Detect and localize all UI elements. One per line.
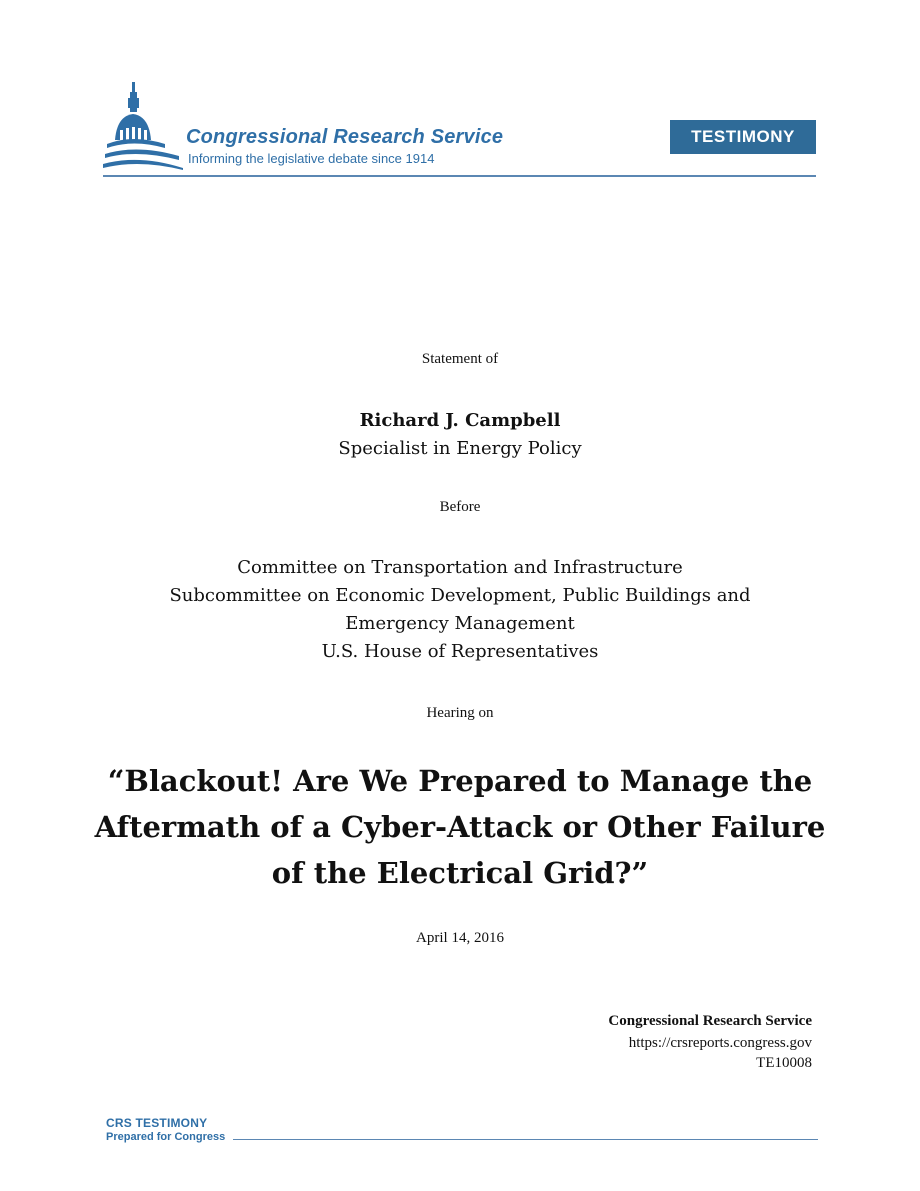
org-name: Congressional Research Service [186, 126, 504, 148]
before-label: Before [439, 499, 481, 515]
footer-subtitle: Prepared for Congress [106, 1131, 226, 1143]
capitol-dome-icon [103, 82, 183, 170]
crs-header [103, 82, 816, 178]
testimony-badge: TESTIMONY [670, 120, 816, 154]
crs-name: Congressional Research Service [608, 1013, 812, 1029]
crs-info [608, 1013, 812, 1072]
witness-title: Specialist in Energy Policy [338, 438, 582, 459]
statement-of-label: Statement of [421, 351, 499, 367]
footer-divider [233, 1139, 818, 1140]
header-divider [103, 175, 816, 177]
hearing-title-line-2: Aftermath of a Cyber-Attack or Other Failure [94, 810, 826, 844]
committee-line-1: Committee on Transportation and Infrastructure [237, 557, 683, 578]
report-number: TE10008 [756, 1055, 812, 1071]
hearing-title-line-1: “Blackout! Are We Prepared to Manage the [107, 764, 813, 798]
crs-url[interactable]: https://crsreports.congress.gov [628, 1035, 812, 1051]
witness-name: Richard J. Campbell [359, 410, 561, 431]
committee-line-4: U.S. House of Representatives [321, 641, 599, 662]
hearing-date: April 14, 2016 [416, 930, 504, 946]
committee-line-2: Subcommittee on Economic Development, Public Buildings and [169, 585, 751, 606]
org-tagline: Informing the legislative debate since 1914 [188, 151, 435, 166]
hearing-on-label: Hearing on [426, 705, 494, 721]
hearing-title-line-3: of the Electrical Grid?” [271, 856, 649, 890]
footer-title: CRS TESTIMONY [106, 1116, 208, 1130]
committee-line-3: Emergency Management [345, 613, 575, 634]
